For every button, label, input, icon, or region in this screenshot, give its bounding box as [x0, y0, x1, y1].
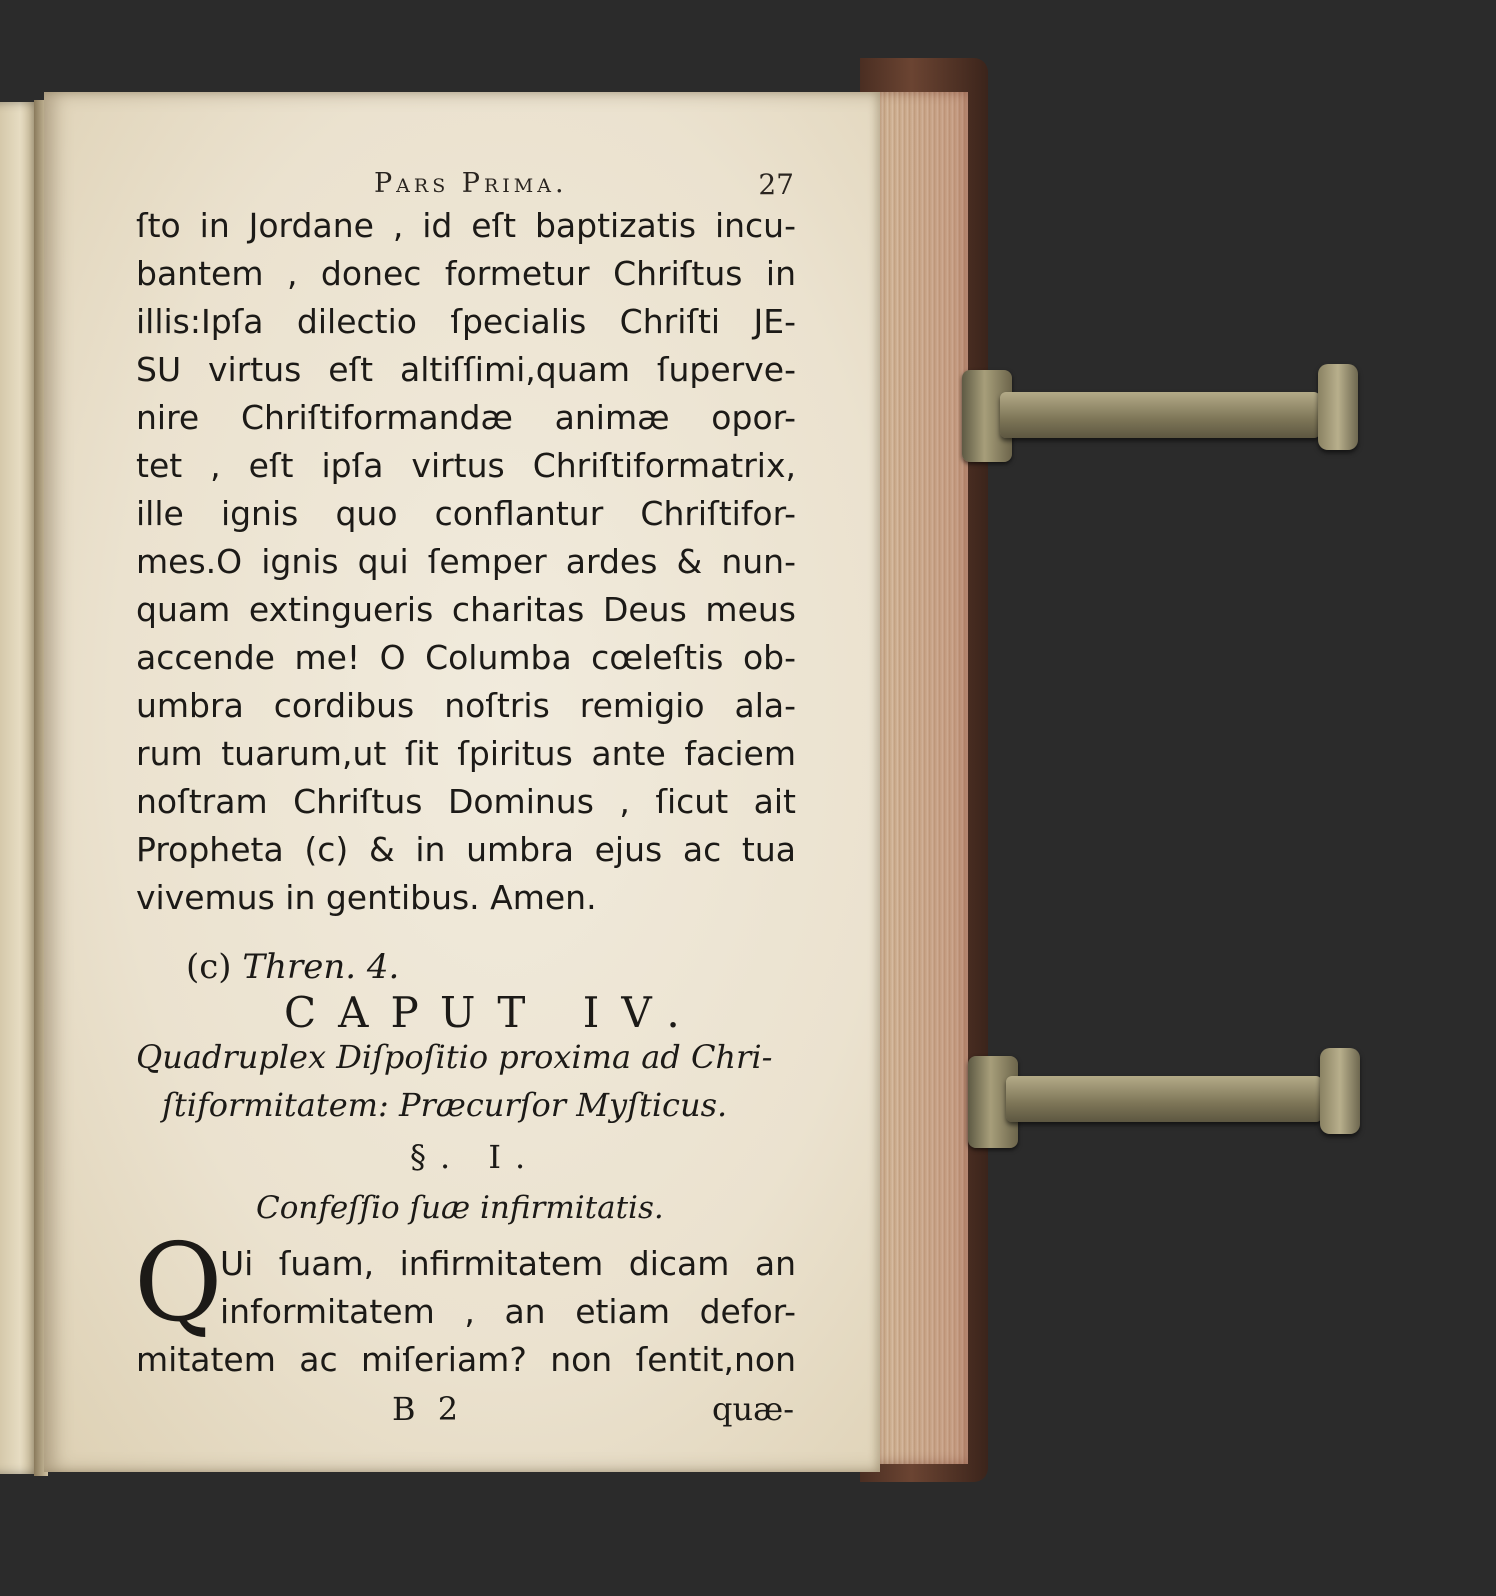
page-text-block	[44, 92, 880, 1472]
text-line: illis:Ipſa dilectio ſpecialis Chriſti JE-	[136, 302, 796, 341]
section-title: Confeſſio ſuæ infirmitatis.	[256, 1190, 664, 1226]
upper-clasp-tip	[1318, 364, 1358, 450]
text-line: ille ignis quo conflantur Chriſtifor-	[136, 494, 796, 533]
upper-clasp-bar	[1000, 392, 1320, 438]
text-line: umbra cordibus noſtris remigio ala-	[136, 686, 796, 725]
page-number: 27	[758, 168, 794, 201]
lower-clasp-tip	[1320, 1048, 1360, 1134]
section-mark: §. I.	[410, 1138, 540, 1176]
text-line: Propheta (c) & in umbra ejus ac tua	[136, 830, 796, 869]
footnote-reference: Thren. 4.	[242, 947, 400, 987]
book-fore-edge	[876, 92, 968, 1464]
footnote-mark: (c)	[186, 947, 232, 987]
drop-cap: Q	[134, 1221, 223, 1346]
text-line: Ui ſuam, infirmitatem dicam an	[220, 1244, 796, 1283]
text-line: bantem , donec formetur Chriſtus in	[136, 254, 796, 293]
text-line: accende me! O Columba cœleſtis ob-	[136, 638, 796, 677]
running-title: Pars Prima.	[374, 168, 568, 199]
text-line: vivemus in gentibus. Amen.	[136, 878, 597, 917]
text-line: rum tuarum,ut ſit ſpiritus ante faciem	[136, 734, 796, 773]
recto-page	[44, 92, 880, 1472]
text-line: quam extingueris charitas Deus meus	[136, 590, 796, 629]
text-line: noſtram Chriſtus Dominus , ſicut ait	[136, 782, 796, 821]
catchword: quæ-	[712, 1390, 794, 1428]
lower-clasp-bar	[1006, 1076, 1322, 1122]
text-line: ſto in Jordane , id eſt baptizatis incu-	[136, 206, 796, 245]
text-line: SU virtus eſt altiſſimi,quam ſuperve-	[136, 350, 796, 389]
text-line: mes.O ignis qui ſemper ardes & nun-	[136, 542, 796, 581]
text-line: mitatem ac miſeriam? non ſentit,non	[136, 1340, 796, 1379]
chapter-subtitle-line-1: Quadruplex Diſpoſitio proxima ad Chri-	[136, 1038, 773, 1076]
text-line: tet , eſt ipſa virtus Chriſtiformatrix,	[136, 446, 796, 485]
text-line: nire Chriſtiformandæ animæ opor-	[136, 398, 796, 437]
signature-mark: B 2	[392, 1390, 465, 1428]
chapter-heading: CAPUT IV.	[284, 988, 702, 1037]
text-line: informitatem , an etiam defor-	[220, 1292, 796, 1331]
chapter-subtitle-line-2: ſtiformitatem: Præcurſor Myſticus.	[162, 1086, 728, 1124]
